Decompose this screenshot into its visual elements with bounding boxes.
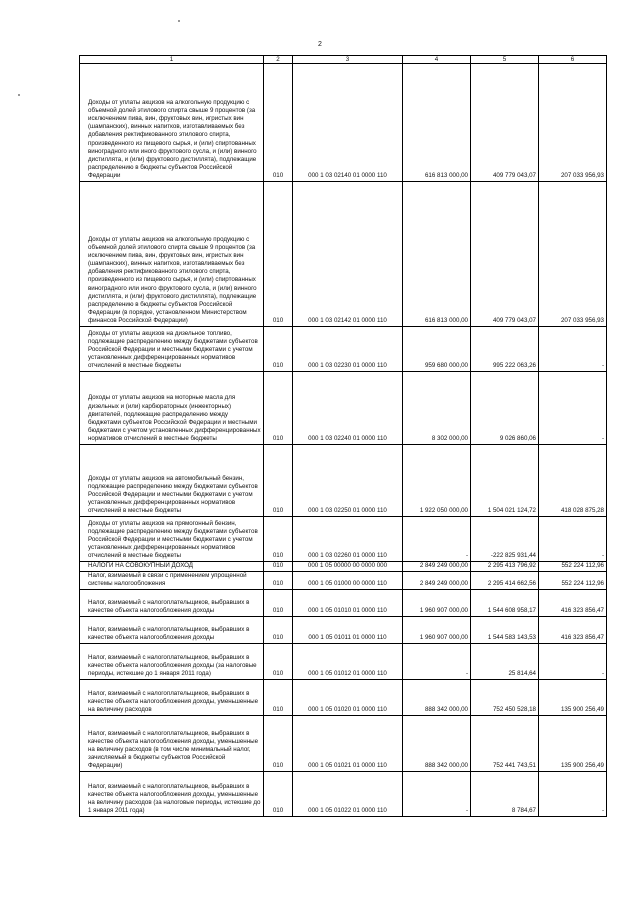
row-executed-amount: 2 295 413 796,92: [471, 562, 539, 572]
row-line-code: 010: [264, 716, 293, 772]
row-unexecuted-amount: 207 033 956,93: [539, 64, 607, 182]
column-number: 3: [293, 56, 403, 64]
row-approved-amount: 1 960 907 000,00: [403, 590, 471, 617]
row-unexecuted-amount: 135 900 256,49: [539, 680, 607, 716]
row-approved-amount: 1 922 050 000,00: [403, 445, 471, 517]
row-executed-amount: 995 222 063,26: [471, 327, 539, 372]
row-executed-amount: 1 544 583 143,53: [471, 617, 539, 644]
table-row: [80, 572, 607, 590]
column-number-row: [80, 56, 607, 64]
column-number: 2: [264, 56, 293, 64]
row-approved-amount: 959 680 000,00: [403, 327, 471, 372]
row-line-code: 010: [264, 590, 293, 617]
row-unexecuted-amount: -: [539, 517, 607, 562]
row-budget-code: 000 1 03 02230 01 0000 110: [293, 327, 403, 372]
row-name: Доходы от уплаты акцизов на моторные масла для дизельных и (или) карбюраторных (инжекторных) двигателей, подлежащие распределению между бюджетами субъектов Российской Федерации и местными бюджетами с учетом установленных дифференцированных нормативов отчислений в местные бюджеты: [80, 372, 264, 445]
row-line-code: 010: [264, 327, 293, 372]
row-unexecuted-amount: 552 224 112,96: [539, 572, 607, 590]
row-name: Налог, взимаемый с налогоплательщиков, выбравших в качестве объекта налогообложения доходы, уменьшенные на величину расходов (за налоговые периоды, истекшие до 1 января 2011 года): [80, 772, 264, 817]
table-row: [80, 445, 607, 517]
row-executed-amount: 8 784,67: [471, 772, 539, 817]
table-row: [80, 716, 607, 772]
column-number: 1: [80, 56, 264, 64]
table-row: [80, 590, 607, 617]
row-approved-amount: -: [403, 644, 471, 680]
row-line-code: 010: [264, 772, 293, 817]
row-approved-amount: 2 849 249 000,00: [403, 562, 471, 572]
row-budget-code: 000 1 05 00000 00 0000 000: [293, 562, 403, 572]
row-line-code: 010: [264, 517, 293, 562]
row-executed-amount: -222 825 931,44: [471, 517, 539, 562]
row-budget-code: 000 1 05 01021 01 0000 110: [293, 716, 403, 772]
row-unexecuted-amount: -: [539, 644, 607, 680]
row-budget-code: 000 1 03 02260 01 0000 110: [293, 517, 403, 562]
row-approved-amount: 8 302 000,00: [403, 372, 471, 445]
row-executed-amount: 409 779 043,07: [471, 182, 539, 327]
row-budget-code: 000 1 05 01010 01 0000 110: [293, 590, 403, 617]
row-name: НАЛОГИ НА СОВОКУПНЫЙ ДОХОД: [80, 562, 264, 572]
row-line-code: 010: [264, 617, 293, 644]
row-approved-amount: -: [403, 772, 471, 817]
table-row: [80, 182, 607, 327]
row-line-code: 010: [264, 562, 293, 572]
row-budget-code: 000 1 03 02240 01 0000 110: [293, 372, 403, 445]
table-row: [80, 617, 607, 644]
table-row: [80, 372, 607, 445]
table-row: [80, 772, 607, 817]
row-unexecuted-amount: -: [539, 327, 607, 372]
row-name: Налог, взимаемый в связи с применением упрощенной системы налогообложения: [80, 572, 264, 590]
row-executed-amount: 9 026 860,06: [471, 372, 539, 445]
row-name: Доходы от уплаты акцизов на дизельное топливо, подлежащие распределению между бюджетами субъектов Российской Федерации и местными бюджетами с учетом установленных дифференцированных нормативов отчислений в местные бюджеты: [80, 327, 264, 372]
row-executed-amount: 25 814,64: [471, 644, 539, 680]
row-budget-code: 000 1 03 02250 01 0000 110: [293, 445, 403, 517]
row-name: Налог, взимаемый с налогоплательщиков, выбравших в качестве объекта налогообложения доходы: [80, 590, 264, 617]
table-row: [80, 562, 607, 572]
row-approved-amount: 616 813 000,00: [403, 64, 471, 182]
row-approved-amount: 1 960 907 000,00: [403, 617, 471, 644]
column-number: 4: [403, 56, 471, 64]
row-unexecuted-amount: -: [539, 372, 607, 445]
row-unexecuted-amount: 207 033 956,93: [539, 182, 607, 327]
row-name: Налог, взимаемый с налогоплательщиков, выбравших в качестве объекта налогообложения доходы, уменьшенные на величину расходов: [80, 680, 264, 716]
table-row: [80, 327, 607, 372]
table-row: [80, 64, 607, 182]
table-row: [80, 644, 607, 680]
row-approved-amount: 888 342 000,00: [403, 716, 471, 772]
table-row: [80, 517, 607, 562]
row-approved-amount: -: [403, 517, 471, 562]
column-number: 6: [539, 56, 607, 64]
row-budget-code: 000 1 05 01000 00 0000 110: [293, 572, 403, 590]
row-line-code: 010: [264, 572, 293, 590]
row-line-code: 010: [264, 644, 293, 680]
row-line-code: 010: [264, 64, 293, 182]
row-name: Доходы от уплаты акцизов на алкогольную продукцию с объемной долей этилового спирта свыше 9 процентов (за исключением пива, вин, фруктовых вин, игристых вин (шампанских), винных напитков, изготавливаемых без добавления ректификованного этилового спирта, произведенного из пищевого сырья, и (или) спиртованных виноградного или иного фруктового сусла, и (или) винного дистиллята, и (или) фруктового дистиллята), подлежащие распределению в бюджеты субъектов Российской Федерации (в порядке, установленном Министерством финансов Российской Федерации): [80, 182, 264, 327]
scan-dot: [178, 20, 180, 22]
row-unexecuted-amount: 418 028 875,28: [539, 445, 607, 517]
revenue-table: [79, 55, 607, 817]
row-executed-amount: 409 779 043,07: [471, 64, 539, 182]
row-budget-code: 000 1 05 01012 01 0000 110: [293, 644, 403, 680]
row-line-code: 010: [264, 680, 293, 716]
table-row: [80, 680, 607, 716]
row-name: Доходы от уплаты акцизов на автомобильный бензин, подлежащие распределению между бюджетами субъектов Российской Федерации и местными бюджетами с учетом установленных дифференцированных нормативов отчислений в местные бюджеты: [80, 445, 264, 517]
row-unexecuted-amount: 552 224 112,96: [539, 562, 607, 572]
row-budget-code: 000 1 05 01011 01 0000 110: [293, 617, 403, 644]
row-executed-amount: 1 544 608 958,17: [471, 590, 539, 617]
row-executed-amount: 2 295 414 662,56: [471, 572, 539, 590]
row-budget-code: 000 1 05 01022 01 0000 110: [293, 772, 403, 817]
row-executed-amount: 752 441 743,51: [471, 716, 539, 772]
row-budget-code: 000 1 05 01020 01 0000 110: [293, 680, 403, 716]
row-executed-amount: 1 504 021 124,72: [471, 445, 539, 517]
row-unexecuted-amount: 416 323 856,47: [539, 590, 607, 617]
row-line-code: 010: [264, 182, 293, 327]
row-executed-amount: 752 450 528,18: [471, 680, 539, 716]
row-name: Доходы от уплаты акцизов на прямогонный бензин, подлежащие распределению между бюджетами субъектов Российской Федерации и местными бюджетами с учетом установленных дифференцированных нормативов отчислений в местные бюджеты: [80, 517, 264, 562]
row-unexecuted-amount: 416 323 856,47: [539, 617, 607, 644]
row-approved-amount: 888 342 000,00: [403, 680, 471, 716]
row-line-code: 010: [264, 445, 293, 517]
page-number: 2: [318, 41, 322, 48]
row-name: Налог, взимаемый с налогоплательщиков, выбравших в качестве объекта налогообложения доходы, уменьшенные на величину расходов (в том числе минимальный налог, зачисляемый в бюджеты субъектов Российской Федерации): [80, 716, 264, 772]
row-line-code: 010: [264, 372, 293, 445]
row-budget-code: 000 1 03 02140 01 0000 110: [293, 64, 403, 182]
row-budget-code: 000 1 03 02142 01 0000 110: [293, 182, 403, 327]
row-approved-amount: 2 849 249 000,00: [403, 572, 471, 590]
row-name: Налог, взимаемый с налогоплательщиков, выбравших в качестве объекта налогообложения доходы: [80, 617, 264, 644]
row-unexecuted-amount: 135 900 256,49: [539, 716, 607, 772]
row-name: Налог, взимаемый с налогоплательщиков, выбравших в качестве объекта налогообложения доходы (за налоговые периоды, истекшие до 1 января 2011 года): [80, 644, 264, 680]
row-unexecuted-amount: -: [539, 772, 607, 817]
row-approved-amount: 616 813 000,00: [403, 182, 471, 327]
scan-dot: [18, 94, 20, 96]
row-name: Доходы от уплаты акцизов на алкогольную продукцию с объемной долей этилового спирта свыше 9 процентов (за исключением пива, вин, фруктовых вин, игристых вин (шампанских), винных напитков, изготавливаемых без добавления ректификованного этилового спирта, произведенного из пищевого сырья, и (или) спиртованных виноградного или иного фруктового сусла, и (или) винного дистиллята, и (или) фруктового дистиллята), подлежащие распределению в бюджеты субъектов Российской Федерации: [80, 64, 264, 182]
column-number: 5: [471, 56, 539, 64]
